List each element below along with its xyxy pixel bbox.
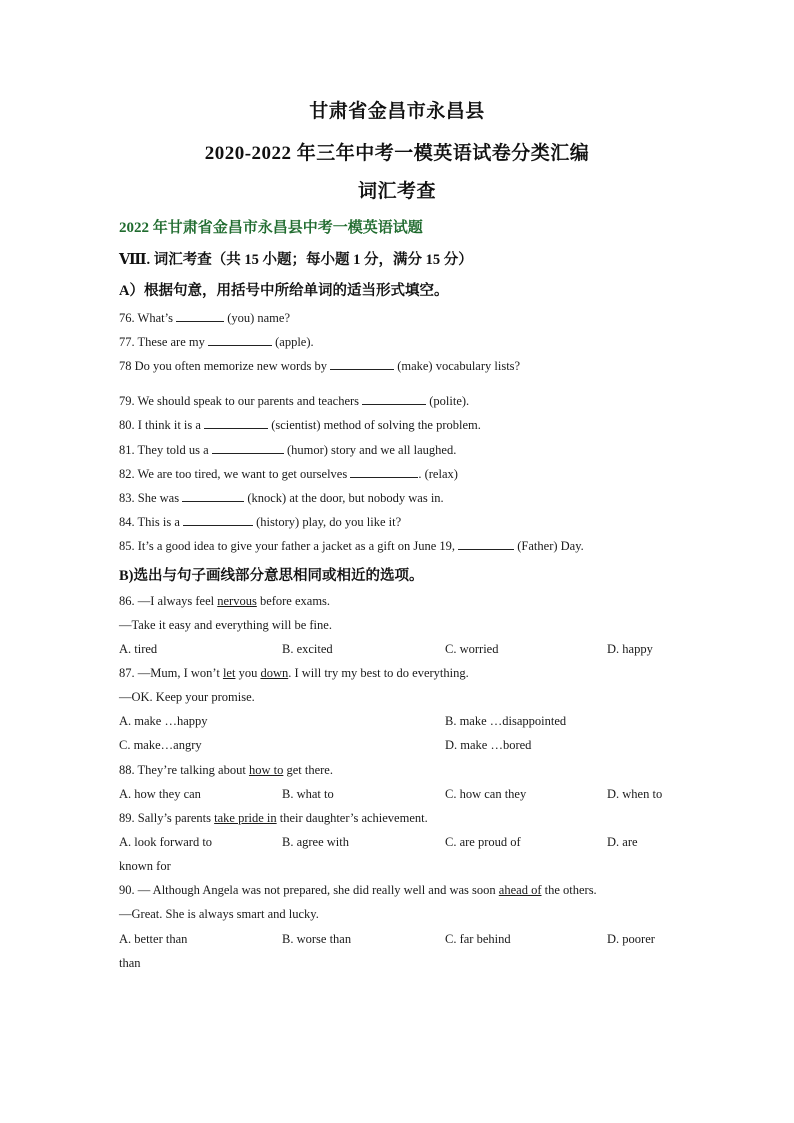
question-hint: (humor) story and we all laughed. (283, 443, 457, 457)
option-89-c[interactable]: C. are proud of (445, 835, 521, 849)
question-text: before exams. (256, 594, 331, 608)
answer-blank[interactable] (212, 442, 284, 454)
question-hint: (scientist) method of solving the problem. (268, 418, 481, 432)
question-text: 82. We are too tired, we want to get ourselves (119, 467, 351, 481)
question-hint: (make) vocabulary lists? (394, 359, 521, 373)
question-text: 81. They told us a (119, 443, 212, 457)
answer-blank[interactable] (362, 393, 426, 405)
question-81 (119, 442, 456, 458)
question-78 (119, 358, 520, 374)
question-text: the others. (541, 883, 597, 897)
title-years: 2020-2022 年三年中考一模英语试卷分类汇编 (204, 143, 590, 164)
question-79 (119, 393, 469, 409)
option-87-d[interactable]: D. make …bored (445, 738, 532, 752)
option-86-c[interactable]: C. worried (445, 642, 499, 656)
answer-blank[interactable] (330, 358, 394, 370)
question-89 (119, 811, 428, 826)
exam-subheading: 2022 年甘肃省金昌市永昌县中考一模英语试题 (119, 220, 423, 236)
option-87-b[interactable]: B. make …disappointed (445, 714, 567, 728)
option-90-d-wrap[interactable]: than (119, 956, 141, 970)
question-hint: (Father) Day. (514, 539, 584, 553)
question-text: get there. (283, 763, 333, 777)
question-88 (119, 763, 333, 778)
option-88-b[interactable]: B. what to (282, 787, 334, 801)
answer-blank[interactable] (204, 417, 268, 429)
question-hint: (polite). (426, 394, 470, 408)
option-87-a[interactable]: A. make …happy (119, 714, 208, 728)
question-text: 77. These are my (119, 335, 208, 349)
option-90-b[interactable]: B. worse than (282, 932, 352, 946)
question-text: you (235, 666, 261, 680)
underlined-phrase: ahead of (498, 883, 542, 897)
question-hint: (knock) at the door, but nobody was in. (244, 491, 444, 505)
underlined-phrase: take pride in (214, 811, 277, 825)
question-77 (119, 334, 314, 350)
option-86-b[interactable]: B. excited (282, 642, 333, 656)
question-text: 85. It’s a good idea to give your father a jacket as a gift on June 19, (119, 539, 459, 553)
underlined-phrase: down (260, 666, 289, 680)
question-text: . I will try my best to do everything. (288, 666, 469, 680)
option-88-c[interactable]: C. how can they (445, 787, 527, 801)
question-text: 83. She was (119, 491, 183, 505)
question-hint: . (relax) (418, 467, 458, 481)
question-83 (119, 490, 444, 506)
answer-blank[interactable] (183, 514, 253, 526)
question-text: their daughter’s achievement. (276, 811, 428, 825)
option-90-c[interactable]: C. far behind (445, 932, 511, 946)
question-87 (119, 666, 469, 681)
answer-blank[interactable] (176, 310, 224, 322)
title-region: 甘肃省金昌市永昌县 (309, 101, 485, 122)
question-text: 76. What’s (119, 311, 177, 325)
question-82 (119, 466, 458, 482)
question-76 (119, 310, 290, 326)
question-text: 84. This is a (119, 515, 184, 529)
question-90 (119, 883, 597, 898)
question-hint: (history) play, do you like it? (253, 515, 402, 529)
answer-blank[interactable] (208, 334, 272, 346)
question-86 (119, 594, 330, 609)
option-90-a[interactable]: A. better than (119, 932, 188, 946)
question-80 (119, 417, 481, 433)
question-text: 78 Do you often memorize new words by (119, 359, 331, 373)
question-text: 86. —I always feel (119, 594, 218, 608)
option-86-d[interactable]: D. happy (607, 642, 653, 656)
option-89-d[interactable]: D. are (607, 835, 638, 849)
option-87-c[interactable]: C. make…angry (119, 738, 202, 752)
dialogue-reply-86: —Take it easy and everything will be fine. (119, 618, 332, 632)
title-topic: 词汇考查 (357, 181, 436, 202)
underlined-phrase: nervous (217, 594, 257, 608)
question-hint: (you) name? (224, 311, 291, 325)
section-heading: Ⅷ. 词汇考查（共 15 小题；每小题 1 分，满分 15 分） (119, 252, 473, 268)
question-text: 90. — Although Angela was not prepared, she did really well and was soon (119, 883, 499, 897)
option-90-d[interactable]: D. poorer (607, 932, 655, 946)
underlined-phrase: let (222, 666, 236, 680)
option-89-d-wrap[interactable]: known for (119, 859, 171, 873)
question-text: 89. Sally’s parents (119, 811, 215, 825)
option-88-a[interactable]: A. how they can (119, 787, 201, 801)
dialogue-reply-90: —Great. She is always smart and lucky. (119, 907, 319, 921)
question-text: 88. They’re talking about (119, 763, 249, 777)
question-hint: (apple). (271, 335, 314, 349)
question-text: 80. I think it is a (119, 418, 205, 432)
part-b-heading: B)选出与句子画线部分意思相同或相近的选项。 (119, 568, 424, 584)
option-89-b[interactable]: B. agree with (282, 835, 349, 849)
option-86-a[interactable]: A. tired (119, 642, 158, 656)
answer-blank[interactable] (182, 490, 244, 502)
option-88-d[interactable]: D. when to (607, 787, 663, 801)
dialogue-reply-87: —OK. Keep your promise. (119, 690, 255, 704)
option-89-a[interactable]: A. look forward to (119, 835, 213, 849)
question-text: 87. —Mum, I won’t (119, 666, 223, 680)
answer-blank[interactable] (350, 466, 418, 478)
answer-blank[interactable] (458, 538, 514, 550)
question-text: 79. We should speak to our parents and teachers (119, 394, 363, 408)
question-85 (119, 538, 584, 554)
underlined-phrase: how to (248, 763, 284, 777)
question-84 (119, 514, 401, 530)
part-a-heading: A）根据句意，用括号中所给单词的适当形式填空。 (119, 283, 449, 299)
